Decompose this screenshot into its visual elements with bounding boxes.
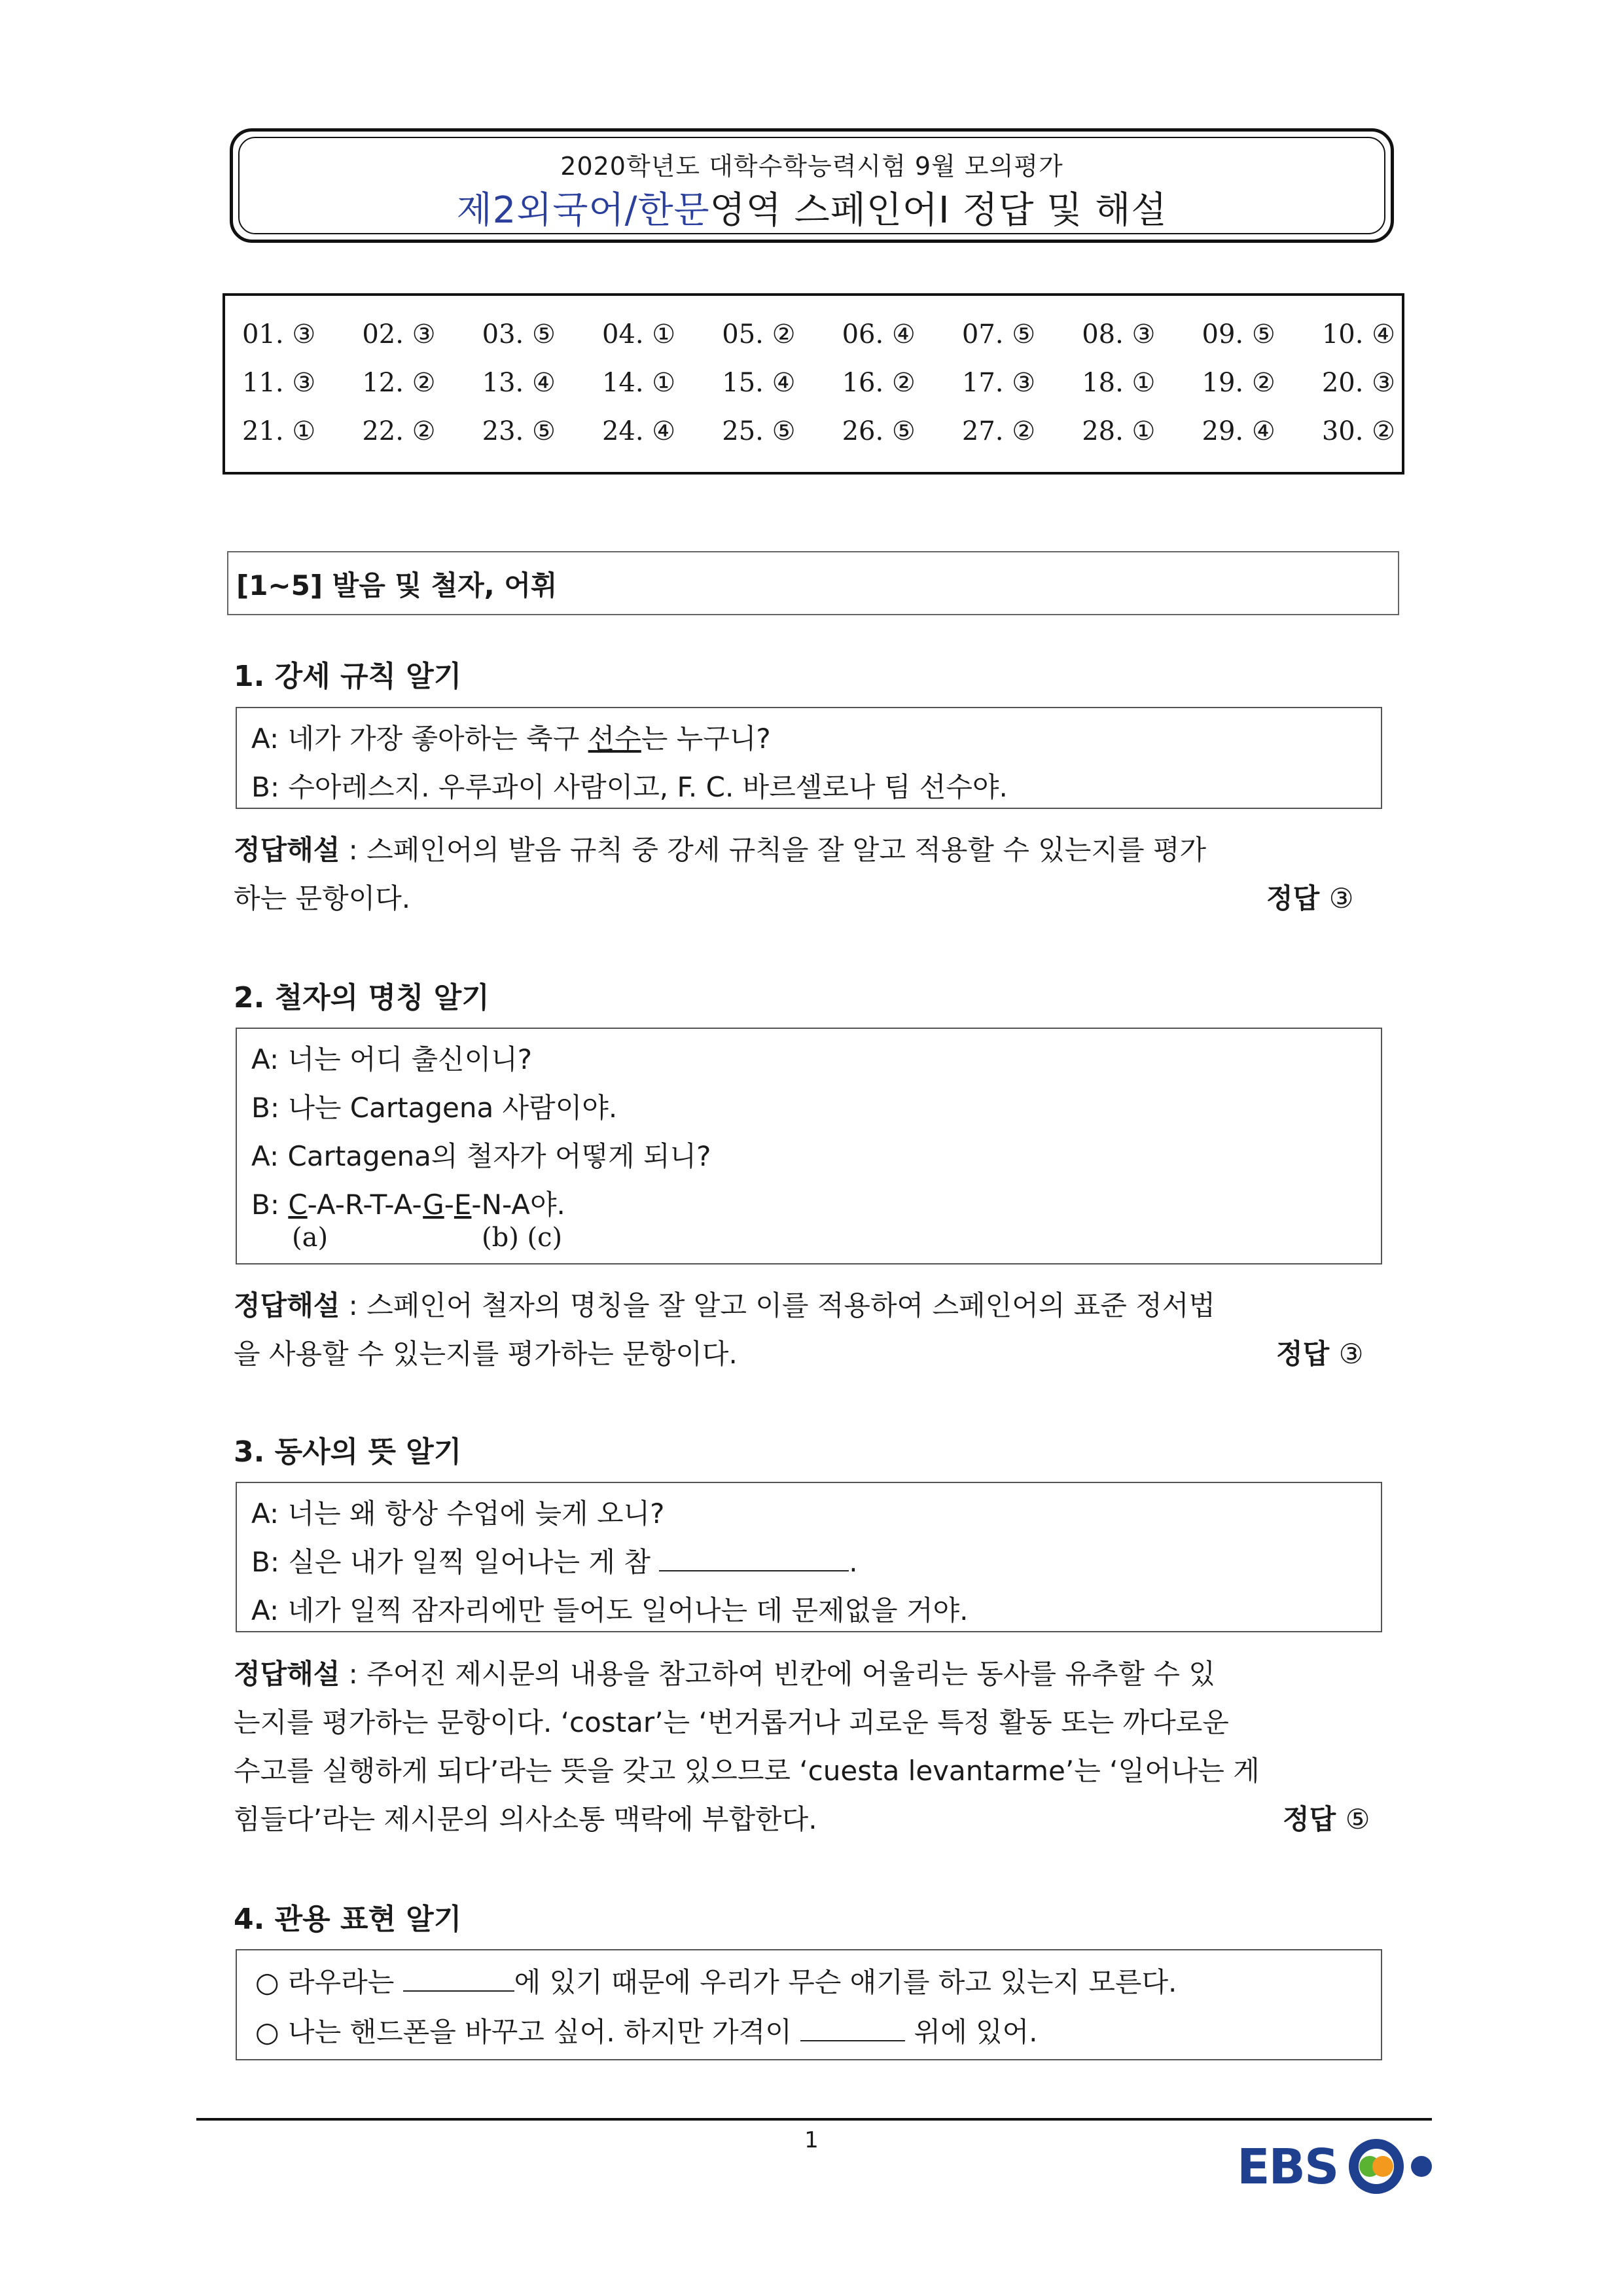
exam-subtitle: 2020학년도 대학수학능력시험 9월 모의평가 (560, 152, 1063, 181)
answer-label: 정답 (1276, 1338, 1330, 1370)
answer-cell: 29. ④ (1202, 416, 1275, 446)
answer-cell: 20. ③ (1321, 368, 1395, 398)
title-box (230, 128, 1394, 243)
answer-cell: 12. ② (362, 368, 436, 398)
answer-cell: 21. ① (242, 416, 316, 446)
q3-explanation-line: 수고를 실행하게 되다’라는 뜻을 갖고 있으므로 ‘cuesta levantarme’는 ‘일어나는 게 (234, 1755, 1260, 1787)
q3-explanation-line: 힘들다’라는 제시문의 의사소통 맥락에 부합한다. (234, 1803, 817, 1835)
answer-cell: 30. ② (1321, 416, 1395, 446)
q2-underlined-c: C (288, 1189, 308, 1221)
answer-cell: 15. ④ (722, 368, 796, 398)
explanation-label: 정답해설 (234, 1658, 340, 1690)
answer-cell: 17. ③ (961, 368, 1036, 398)
q2-line: A: Cartagena의 철자가 어떻게 되니? (251, 1140, 711, 1172)
q4-line (255, 1961, 1177, 2000)
q2-line4-dash: - (444, 1189, 454, 1221)
q2-heading: 2. 철자의 명칭 알기 (234, 981, 490, 1014)
answer-cell: 07. ⑤ (961, 319, 1036, 350)
q3-line: A: 너는 왜 항상 수업에 늦게 오니? (251, 1498, 665, 1530)
q2-explanation-line: 을 사용할 수 있는지를 평가하는 문항이다. (234, 1338, 738, 1370)
answer-symbol: ③ (1338, 1338, 1364, 1370)
q3-line: A: 네가 일찍 잠자리에만 들어도 일어나는 데 문제없을 거야. (251, 1594, 969, 1626)
q4-statement-box (236, 1949, 1382, 2060)
q3-line2-end: . (849, 1546, 858, 1578)
q2-mark-bc: (b) (c) (482, 1223, 563, 1253)
q3-explanation-line: 는지를 평가하는 문항이다. ‘costar’는 ‘번거롭거나 괴로운 특정 활동 또는 까다로운 (234, 1706, 1229, 1738)
q2-line4-middle: -A-R-T-A- (307, 1189, 423, 1221)
answer-row (242, 408, 1395, 454)
answer-cell: 18. ① (1082, 368, 1156, 398)
q2-line4-suffix: -N-A야. (471, 1189, 565, 1221)
q4-blank (403, 1968, 514, 1992)
answer-cell: 26. ⑤ (842, 416, 916, 446)
page-number: 1 (804, 2127, 819, 2153)
answer-cell: 27. ② (961, 416, 1036, 446)
answer-cell: 25. ⑤ (722, 416, 796, 446)
answer-cell: 08. ③ (1082, 319, 1156, 350)
q3-explanation-text: : 주어진 제시문의 내용을 참고하여 빈칸에 어울리는 동사를 유추할 수 있 (340, 1658, 1215, 1690)
q2-explanation-line (234, 1284, 1215, 1323)
title-rest: 영역 스페인어Ⅰ 정답 및 해설 (709, 189, 1168, 232)
q1-heading: 1. 강세 규칙 알기 (234, 660, 462, 693)
answer-cell: 01. ③ (242, 319, 316, 350)
q4-line2-end: 위에 있어. (905, 2016, 1038, 2048)
q1-line-a-end: 는 누구니? (641, 723, 771, 755)
answer-cell: 02. ③ (362, 319, 436, 350)
q4-line1-text: ○ 라우라는 (255, 1966, 403, 1998)
answer-cell: 05. ② (722, 319, 796, 350)
answer-row (242, 360, 1395, 406)
answer-cell: 03. ⑤ (482, 319, 556, 350)
q2-underlined-g: G (423, 1189, 444, 1221)
q4-line2-text: ○ 나는 핸드폰을 바꾸고 싶어. 하지만 가격이 (255, 2016, 801, 2048)
q1-underlined-word: 선수 (588, 723, 641, 755)
q1-line-b: B: 수아레스지. 우루과이 사람이고, F. C. 바르셀로나 팀 선수야. (251, 771, 1008, 803)
q3-line (251, 1541, 858, 1580)
answer-cell: 28. ① (1082, 416, 1156, 446)
answer-symbol: ③ (1329, 882, 1354, 914)
answer-cell: 09. ⑤ (1202, 319, 1275, 350)
q3-dialogue-box (236, 1482, 1382, 1632)
answer-label: 정답 (1283, 1803, 1336, 1835)
q3-blank (659, 1548, 849, 1571)
section-header (227, 551, 1399, 615)
q2-answer (1276, 1333, 1363, 1372)
answer-cell: 04. ① (601, 319, 676, 350)
q1-line-a (251, 717, 771, 757)
q1-explanation-text: : 스페인어의 발음 규칙 중 강세 규칙을 잘 알고 적용할 수 있는지를 평가 (340, 834, 1207, 866)
q1-explanation-line: 하는 문항이다. (234, 882, 411, 914)
q1-explanation-line (234, 829, 1206, 868)
answer-cell: 10. ④ (1321, 319, 1395, 350)
q1-answer (1266, 877, 1353, 916)
q3-explanation-line (234, 1653, 1215, 1692)
q3-line2-text: B: 실은 내가 일찍 일어나는 게 참 (251, 1546, 660, 1578)
explanation-label: 정답해설 (234, 834, 340, 866)
ebs-logo (1237, 2134, 1459, 2199)
answer-label: 정답 (1266, 882, 1320, 914)
title-subject: 제2외국어/한문 (456, 189, 710, 232)
ebs-logo-mark-icon (1345, 2134, 1459, 2199)
answer-row (242, 312, 1395, 357)
q2-line4-prefix: B: (251, 1189, 289, 1221)
q1-line-a-text: A: 네가 가장 좋아하는 축구 (251, 723, 588, 755)
q4-heading: 4. 관용 표현 알기 (234, 1903, 462, 1936)
q3-heading: 3. 동사의 뜻 알기 (234, 1435, 462, 1469)
answer-cell: 16. ② (842, 368, 916, 398)
q2-line: B: 나는 Cartagena 사람이야. (251, 1092, 618, 1124)
answer-cell: 06. ④ (842, 319, 916, 350)
answer-symbol: ⑤ (1345, 1803, 1370, 1835)
explanation-label: 정답해설 (234, 1289, 340, 1321)
q2-mark-a: (a) (292, 1223, 329, 1253)
q4-blank (800, 2018, 905, 2041)
answer-cell: 24. ④ (601, 416, 676, 446)
q1-dialogue-box (236, 707, 1382, 809)
q2-line (251, 1183, 565, 1223)
q2-line: A: 너는 어디 출신이니? (251, 1043, 533, 1075)
q2-underlined-e: E (454, 1189, 472, 1221)
q2-explanation-text: : 스페인어 철자의 명칭을 잘 알고 이를 적용하여 스페인어의 표준 정서법 (340, 1289, 1215, 1321)
q4-line1-end: 에 있기 때문에 우리가 무슨 얘기를 하고 있는지 모른다. (514, 1966, 1177, 1998)
section-label: [1~5] 발음 및 철자, 어휘 (236, 569, 558, 601)
answer-key-table (223, 293, 1404, 475)
answer-cell: 22. ② (362, 416, 436, 446)
ebs-logo-text: EBS (1237, 2139, 1338, 2195)
answer-cell: 14. ① (601, 368, 676, 398)
q2-dialogue-box (236, 1028, 1382, 1265)
answer-cell: 23. ⑤ (482, 416, 556, 446)
q3-answer (1283, 1798, 1370, 1837)
answer-cell: 19. ② (1202, 368, 1275, 398)
footer-rule (196, 2118, 1432, 2121)
q4-line (255, 2011, 1038, 2050)
answer-cell: 11. ③ (242, 368, 316, 398)
answer-cell: 13. ④ (482, 368, 556, 398)
page-title (233, 181, 1391, 234)
